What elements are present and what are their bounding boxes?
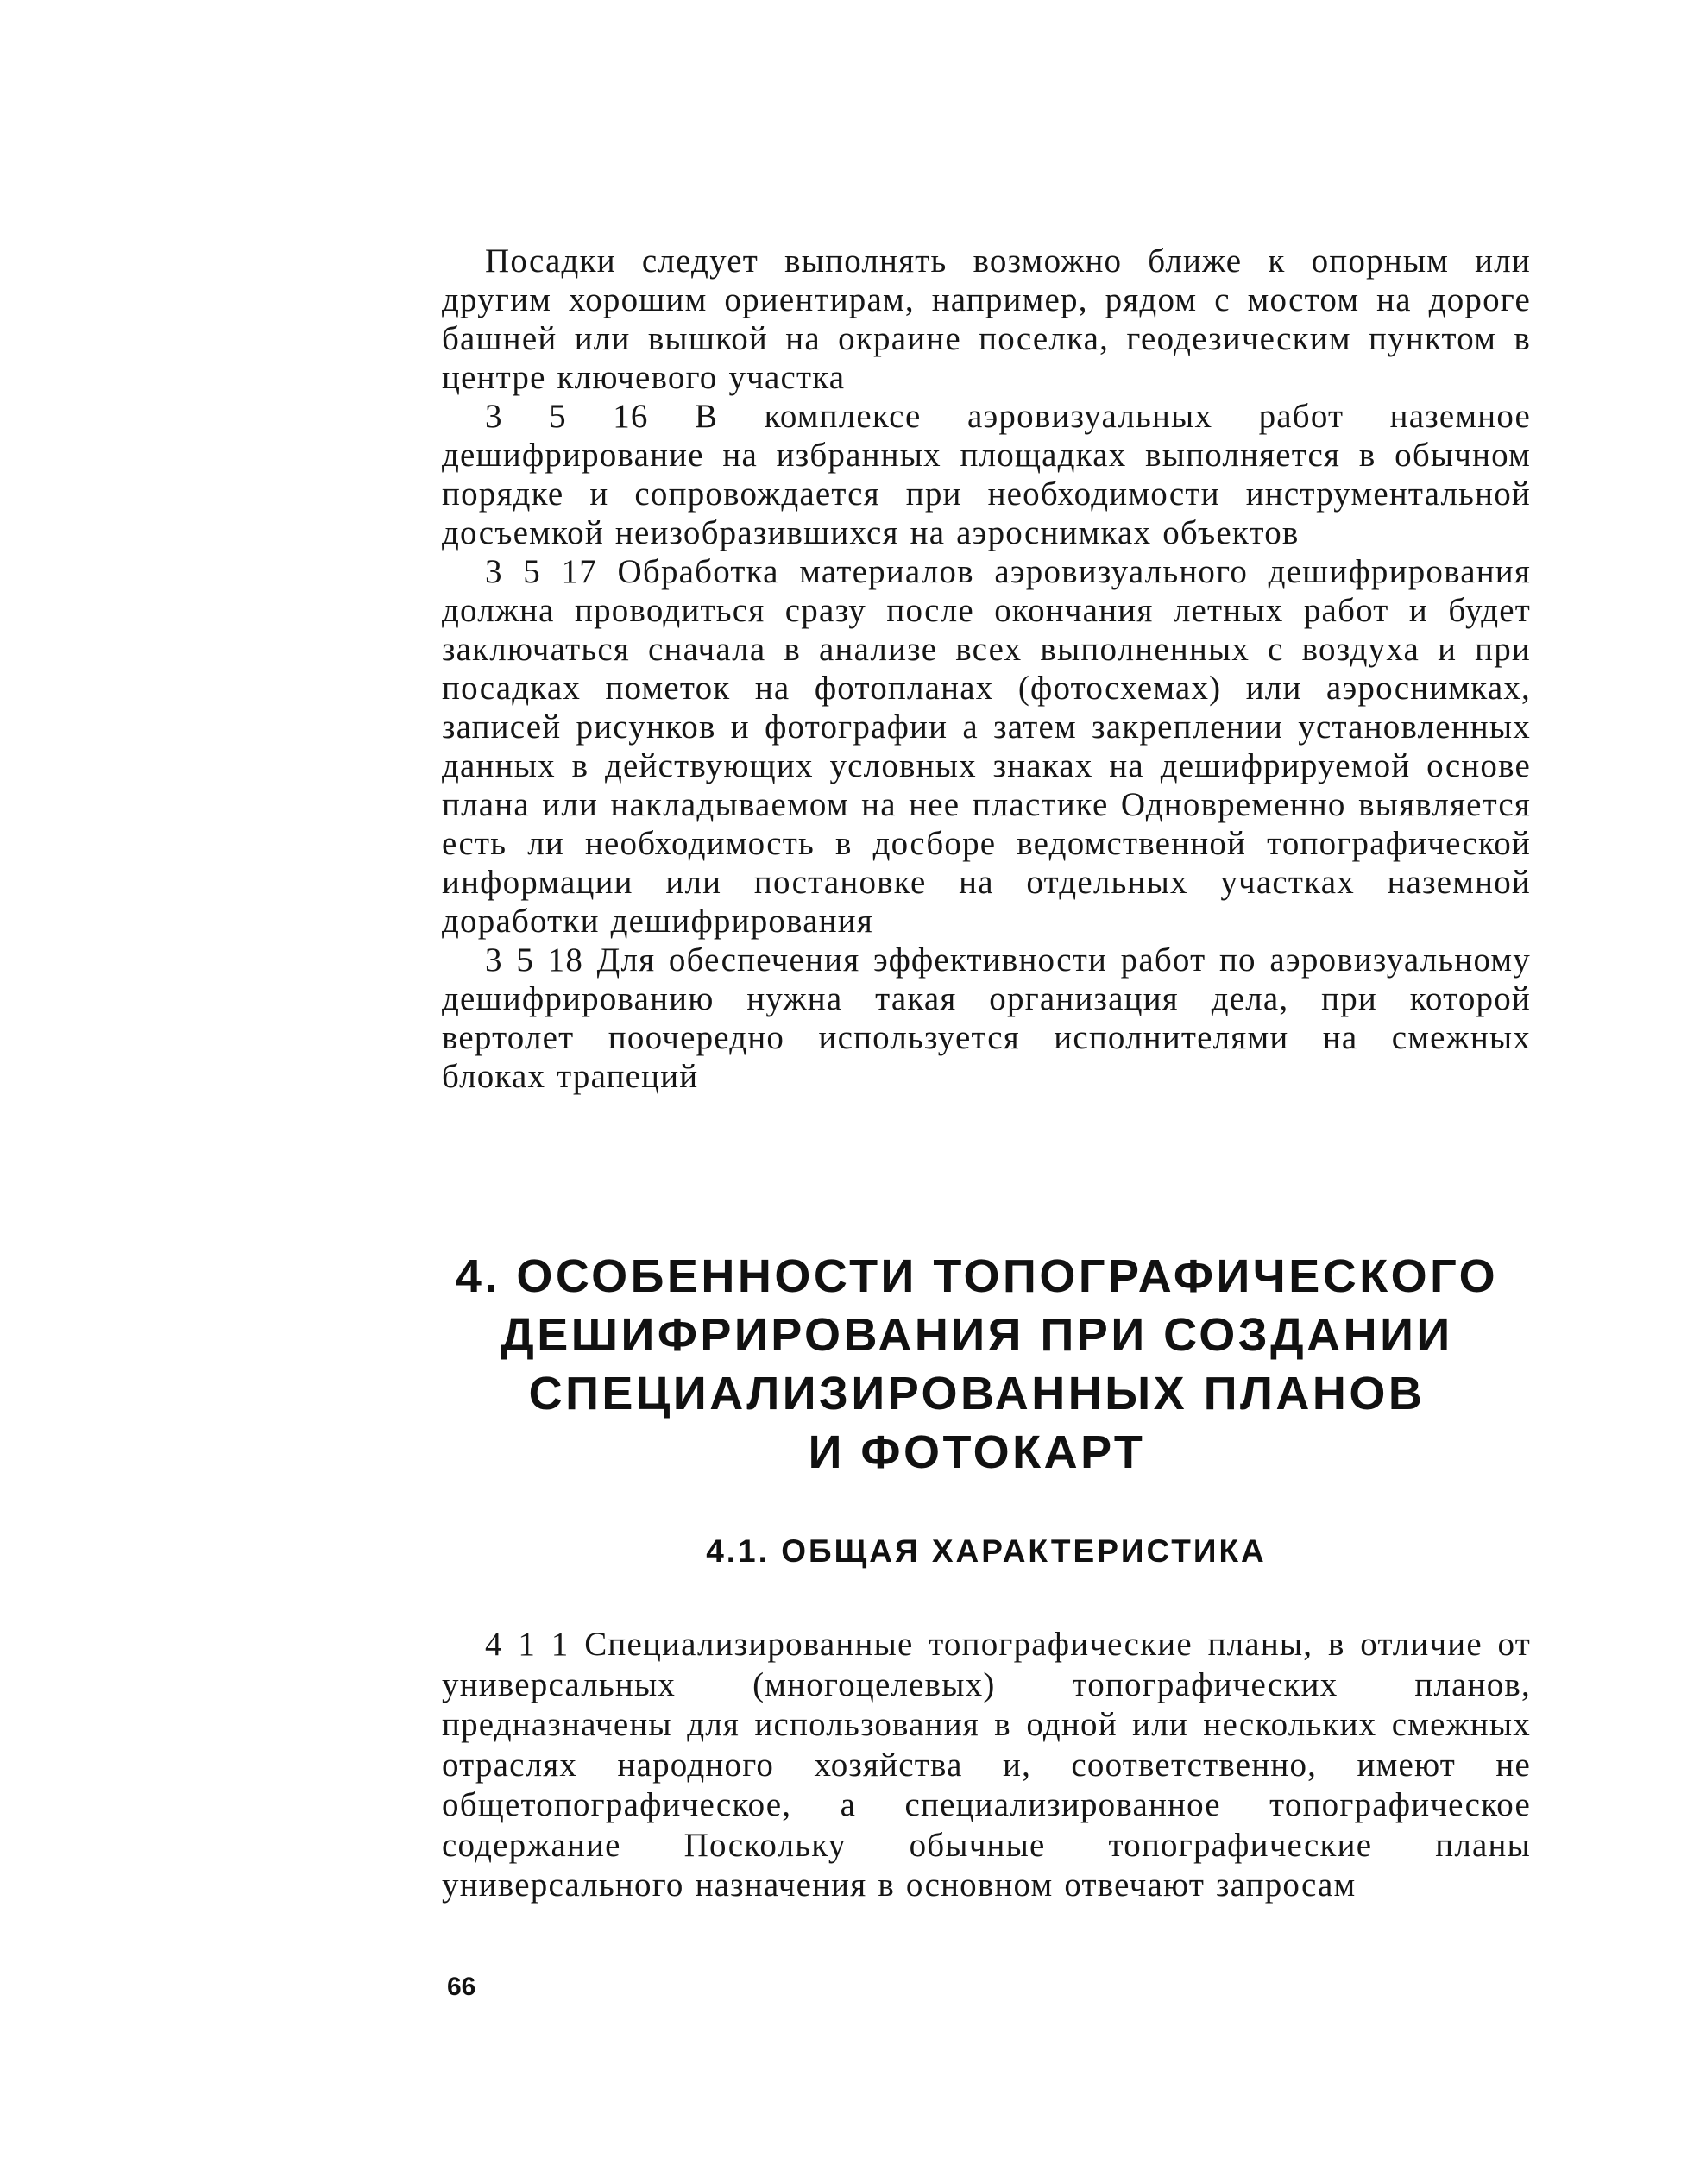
- text-block-top: [442, 242, 1531, 1096]
- paragraph-3-5-18: 3 5 18 Для обеспечения эффективности работ по аэровизуальному дешифрированию нужна такая организация дела, при которой вертолет поочередно используется исполнителями на смежных блоках трапеций: [442, 941, 1531, 1095]
- chapter-title-line-2: ДЕШИФРИРОВАНИЯ ПРИ СОЗДАНИИ: [501, 1309, 1453, 1361]
- paragraph-3-5-16: 3 5 16 В комплексе аэровизуальных работ наземное дешифрирование на избранных площадках выполняется в обычном порядке и сопровождается при необходимости инструментальной досъемкой неизобразившихся на аэроснимках объектов: [442, 398, 1531, 551]
- paragraph-landings: Посадки следует выполнять возможно ближе к опорным или другим хорошим ориентирам, например, рядом с мостом на дороге башней или вышкой на окраине поселка, геодезическим пунктом в центре ключевого участка: [442, 242, 1531, 396]
- paragraph-4-1-1: 4 1 1 Специализированные топографические планы, в отличие от универсальных (многоцелевых) топографических планов, предназначены для использования в одной или нескольких смежных отраслях народного хозяйства и, соответственно, имеют не общетопографическое, а специализированное топографическое содержание Поскольку обычные топографические планы универсального назначения в основном отвечают запросам: [442, 1626, 1531, 1904]
- paragraph-3-5-17: 3 5 17 Обработка материалов аэровизуального дешифрирования должна проводиться сразу после окончания летных работ и будет заключаться сначала в анализе всех выполненных с воздуха и при посадках пометок на фотопланах (фотосхемах) или аэроснимках, записей рисунков и фотографии а затем закреплении установленных данных в действующих условных знаках на дешифрируемой основе плана или накладываемом на нее пластике Одновременно выявляется есть ли необходимость в досборе ведомственной топографической информации или постановке на отдельных участках наземной доработки дешифрирования: [442, 553, 1531, 940]
- section-title: 4.1. ОБЩАЯ ХАРАКТЕРИСТИКА: [706, 1533, 1267, 1569]
- chapter-title-line-3: СПЕЦИАЛИЗИРОВАННЫХ ПЛАНОВ: [528, 1368, 1426, 1419]
- chapter-title: [356, 1247, 1598, 1482]
- page-number: 66: [447, 1973, 476, 2001]
- chapter-title-line-1: 4. ОСОБЕННОСТИ ТОПОГРАФИЧЕСКОГО: [455, 1250, 1499, 1302]
- text-block-bottom: [442, 1625, 1531, 1906]
- chapter-title-line-4: И ФОТОКАРТ: [808, 1426, 1146, 1478]
